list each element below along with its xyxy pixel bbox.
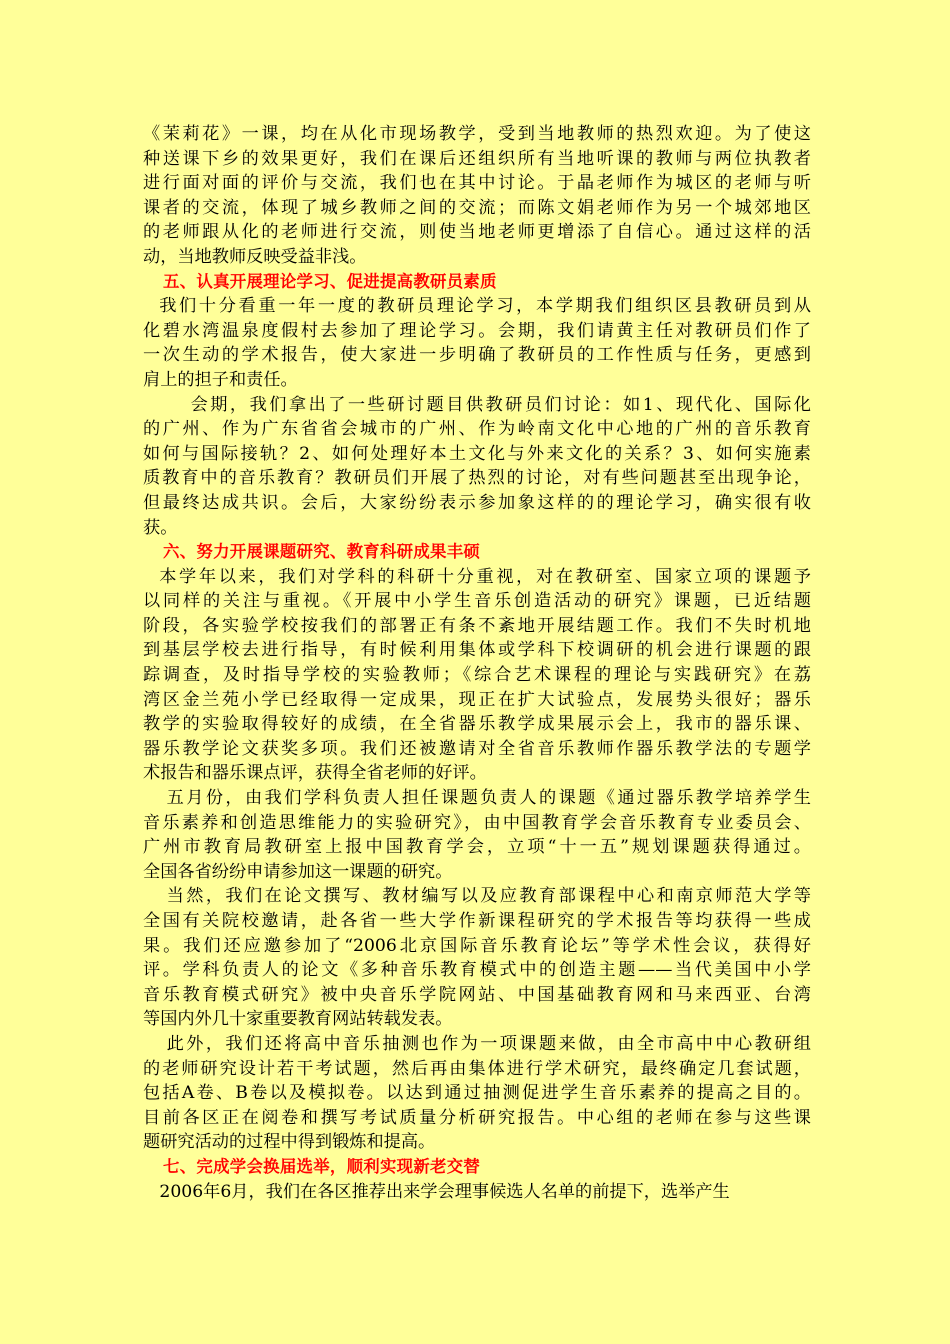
text-line: 全国各省纷纷申请参加这一课题的研究。 [143,861,453,882]
text-line: 获。 [143,517,178,538]
section-heading: 六、努力开展课题研究、教育科研成果丰硕 [163,542,481,562]
text-line: 术报告和器乐课点评，获得全省老师的好评。 [143,763,487,784]
section-s7 [143,1155,811,1204]
text-line: 种送课下乡的效果更好，我们在课后还组织所有当地听课的教师与两位执教者 [143,148,811,169]
section-s6 [143,540,811,1155]
text-line: 以同样的关注与重视。《开展中小学生音乐创造活动的研究》课题，已近结题 [143,591,811,612]
text-line: 动，当地教师反映受益非浅。 [143,246,367,267]
text-line: 的老师研究设计若干考试题，然后再由集体进行学术研究，最终确定几套试题， [143,1058,811,1079]
text-line: 质教育中的音乐教育？教研员们开展了热烈的讨论，对有些问题甚至出现争论， [143,468,811,489]
text-line: 音乐素养和创造思维能力的实验研究》，由中国教育学会音乐教育专业委员会、 [143,812,811,833]
text-line: 进行面对面的评价与交流，我们也在其中讨论。于晶老师作为城区的老师与听 [143,173,811,194]
text-line: 此外，我们还将高中音乐抽测也作为一项课题来做，由全市高中中心教研组 [143,1033,811,1054]
text-line: 器乐教学论文获奖多项。我们还被邀请对全省音乐教师作器乐教学法的专题学 [143,738,811,759]
text-line: 肩上的担子和责任。 [143,369,298,390]
section-intro [143,122,811,270]
text-line: 化碧水湾温泉度假村去参加了理论学习。会期，我们请黄主任对教研员们作了 [143,320,811,341]
section-s5 [143,270,811,541]
text-line: 《茉莉花》一课，均在从化市现场教学，受到当地教师的热烈欢迎。为了使这 [143,124,811,144]
text-line: 五月份，由我们学科负责人担任课题负责人的课题《通过器乐教学培养学生 [143,788,811,809]
text-line: 目前各区正在阅卷和撰写考试质量分析研究报告。中心组的老师在参与这些课 [143,1107,811,1128]
text-line: 评。学科负责人的论文《多种音乐教育模式中的创造主题——当代美国中小学 [143,960,811,981]
text-line: 我们十分看重一年一度的教研员理论学习，本学期我们组织区县教研员到从 [143,296,811,317]
document-body [143,122,811,1204]
section-heading: 七、完成学会换届选举，顺利实现新老交替 [163,1156,481,1176]
text-line: 等国内外几十家重要教育网站转载发表。 [143,1009,453,1030]
text-line: 湾区金兰苑小学已经取得一定成果，现正在扩大试验点，发展势头很好；器乐 [143,689,811,710]
text-line: 阶段，各实验学校按我们的部署正有条不紊地开展结题工作。我们不失时机地 [143,615,811,636]
text-line: 2006年6月，我们在各区推荐出来学会理事候选人名单的前提下，选举产生 [143,1181,730,1202]
text-line: 的老师跟从化的老师进行交流，则使当地老师更增添了自信心。通过这样的活 [143,222,811,243]
text-line: 本学年以来，我们对学科的科研十分重视，对在教研室、国家立项的课题予 [143,566,811,587]
text-line: 但最终达成共识。会后，大家纷纷表示参加象这样的的理论学习，确实很有收 [143,492,811,513]
text-line: 音乐教育模式研究》被中央音乐学院网站、中国基础教育网和马来西亚、台湾 [143,984,811,1005]
text-line: 全国有关院校邀请，赴各省一些大学作新课程研究的学术报告等均获得一些成 [143,911,811,931]
text-line: 会期，我们拿出了一些研讨题目供教研员们讨论：如1、现代化、国际化 [143,394,811,415]
section-heading: 五、认真开展理论学习、促进提高教研员素质 [163,271,497,291]
text-line: 题研究活动的过程中得到锻炼和提高。 [143,1132,436,1153]
text-line: 广州市教育局教研室上报中国教育学会，立项“十一五”规划课题获得通过。 [143,837,811,858]
text-line: 教学的实验取得较好的成绩，在全省器乐教学成果展示会上，我市的器乐课、 [143,714,811,735]
text-line: 包括A卷、B卷以及模拟卷。以达到通过抽测促进学生音乐素养的提高之目的。 [143,1083,811,1104]
text-line: 课者的交流，体现了城乡教师之间的交流；而陈文娟老师作为另一个城郊地区 [143,197,811,218]
text-line: 如何与国际接轨？2、如何处理好本土文化与外来文化的关系？3、如何实施素 [143,443,811,464]
text-line: 的广州、作为广东省省会城市的广州、作为岭南文化中心地的广州的音乐教育 [143,419,811,440]
text-line: 果。我们还应邀参加了“2006北京国际音乐教育论坛”等学术性会议，获得好 [143,935,811,956]
text-line: 踪调查，及时指导学校的实验教师；《综合艺术课程的理论与实践研究》在荔 [143,665,811,686]
text-line: 一次生动的学术报告，使大家进一步明确了教研员的工作性质与任务，更感到 [143,345,811,366]
text-line: 到基层学校去进行指导，有时候利用集体或学科下校调研的机会进行课题的跟 [143,640,811,661]
text-line: 当然，我们在论文撰写、教材编写以及应教育部课程中心和南京师范大学等 [143,886,811,907]
